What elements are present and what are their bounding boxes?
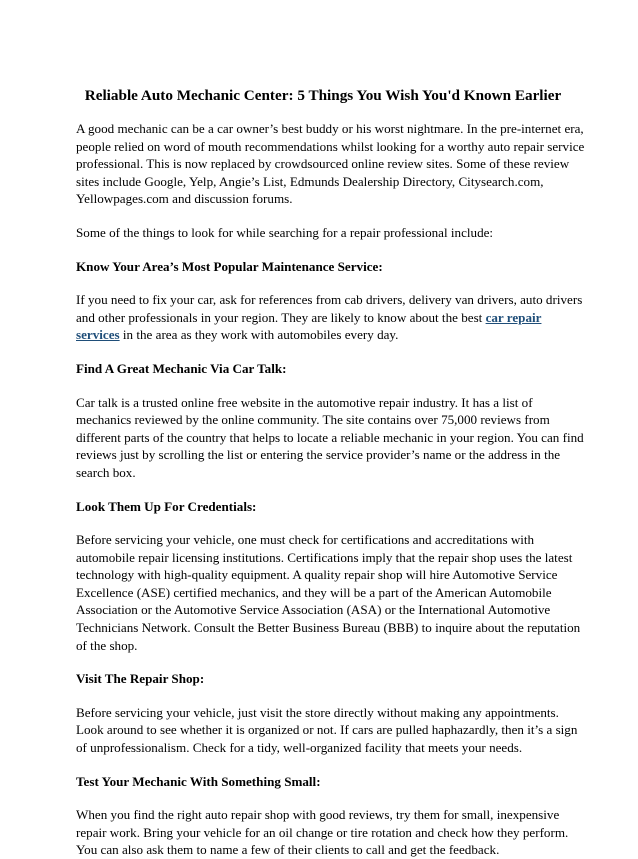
section-heading-popular-service: Know Your Area’s Most Popular Maintenance Service: bbox=[76, 258, 383, 274]
body-line: Excellence (ASE) certified mechanics, and they will be a part of the American Automobile bbox=[76, 584, 552, 600]
body-line: You can also ask them to name a few of their clients to call and get the feedback. bbox=[76, 842, 500, 858]
body-line-with-link bbox=[76, 309, 572, 327]
body-line: search box. bbox=[76, 464, 136, 480]
body-line: Before servicing your vehicle, one must check for certifications and accreditations with bbox=[76, 532, 535, 548]
section-heading-credentials: Look Them Up For Credentials: bbox=[76, 498, 257, 514]
section-body-visit-shop bbox=[76, 704, 578, 757]
section-body-credentials bbox=[76, 531, 581, 654]
lead-in-paragraph bbox=[76, 224, 572, 242]
body-line-text: and other professionals in your region. They are likely to know about the best bbox=[76, 309, 486, 325]
intro-paragraph bbox=[76, 120, 585, 208]
car-repair-services-link-continued[interactable]: services bbox=[76, 327, 120, 343]
body-line: different parts of the country that helps to locate a reliable mechanic in your region. You can find bbox=[76, 429, 584, 445]
section-heading-car-talk: Find A Great Mechanic Via Car Talk: bbox=[76, 360, 287, 376]
body-line: reviews just by scrolling the list or entering the service provider’s name or the address in the bbox=[76, 447, 561, 463]
document-title: Reliable Auto Mechanic Center: 5 Things You Wish You'd Known Earlier bbox=[84, 87, 562, 104]
body-line-with-link bbox=[76, 326, 572, 344]
body-line: Look around to see whether it is organized or not. If cars are pulled haphazardly, then it’s a sign bbox=[76, 722, 578, 738]
body-line: Technicians Network. Consult the Better Business Bureau (BBB) to inquire about the reputation bbox=[76, 620, 581, 636]
body-line: Before servicing your vehicle, just visit the store directly without making any appointments. bbox=[76, 704, 559, 720]
body-line-text: in the area as they work with automobiles every day. bbox=[122, 327, 399, 343]
intro-line: A good mechanic can be a car owner’s best buddy or his worst nightmare. In the pre-internet era, bbox=[76, 121, 584, 136]
intro-line: professional. This is now replaced by crowdsourced online review sites. Some of these review bbox=[76, 156, 570, 172]
section-body-popular-service bbox=[76, 291, 583, 344]
section-body-car-talk bbox=[76, 394, 584, 482]
section-heading-test-mechanic: Test Your Mechanic With Something Small: bbox=[76, 773, 321, 789]
section-body-test-mechanic bbox=[76, 806, 572, 859]
section-heading-visit-shop: Visit The Repair Shop: bbox=[76, 671, 205, 687]
body-line: When you find the right auto repair shop with good reviews, try them for small, inexpensive bbox=[76, 807, 560, 823]
body-line: of unprofessionalism. Check for a tidy, well-organized facility that meets your needs. bbox=[76, 740, 523, 756]
body-line: technology with high-quality equipment. A quality repair shop will hire Automotive Service bbox=[76, 567, 558, 583]
intro-line: Yellowpages.com and discussion forums. bbox=[76, 191, 293, 207]
body-line: Association or the Automotive Service Association (ASA) or the International Automotive bbox=[76, 602, 551, 618]
lead-in-line: Some of the things to look for while searching for a repair professional include: bbox=[76, 224, 494, 240]
car-repair-services-link[interactable]: car repair bbox=[485, 309, 542, 325]
intro-line: people relied on word of mouth recommendations whilst looking for a worthy auto repair service bbox=[76, 138, 585, 154]
body-line: Car talk is a trusted online free website in the automotive repair industry. It has a list of bbox=[76, 394, 533, 410]
intro-line: sites include Google, Yelp, Angie’s List, Edmunds Dealership Directory, Citysearch.com, bbox=[76, 173, 544, 189]
body-line: mechanics reviewed by the online community. The site contains over 75,000 reviews from bbox=[76, 412, 550, 428]
body-line: If you need to fix your car, ask for references from cab drivers, delivery van drivers, auto drivers bbox=[76, 292, 583, 308]
body-line: repair work. Bring your vehicle for an oil change or tire rotation and check how they perform. bbox=[76, 824, 569, 840]
body-line: automobile repair licensing institutions. Certifications imply that the repair shop uses the latest bbox=[76, 549, 573, 565]
body-line: of the shop. bbox=[76, 637, 138, 653]
